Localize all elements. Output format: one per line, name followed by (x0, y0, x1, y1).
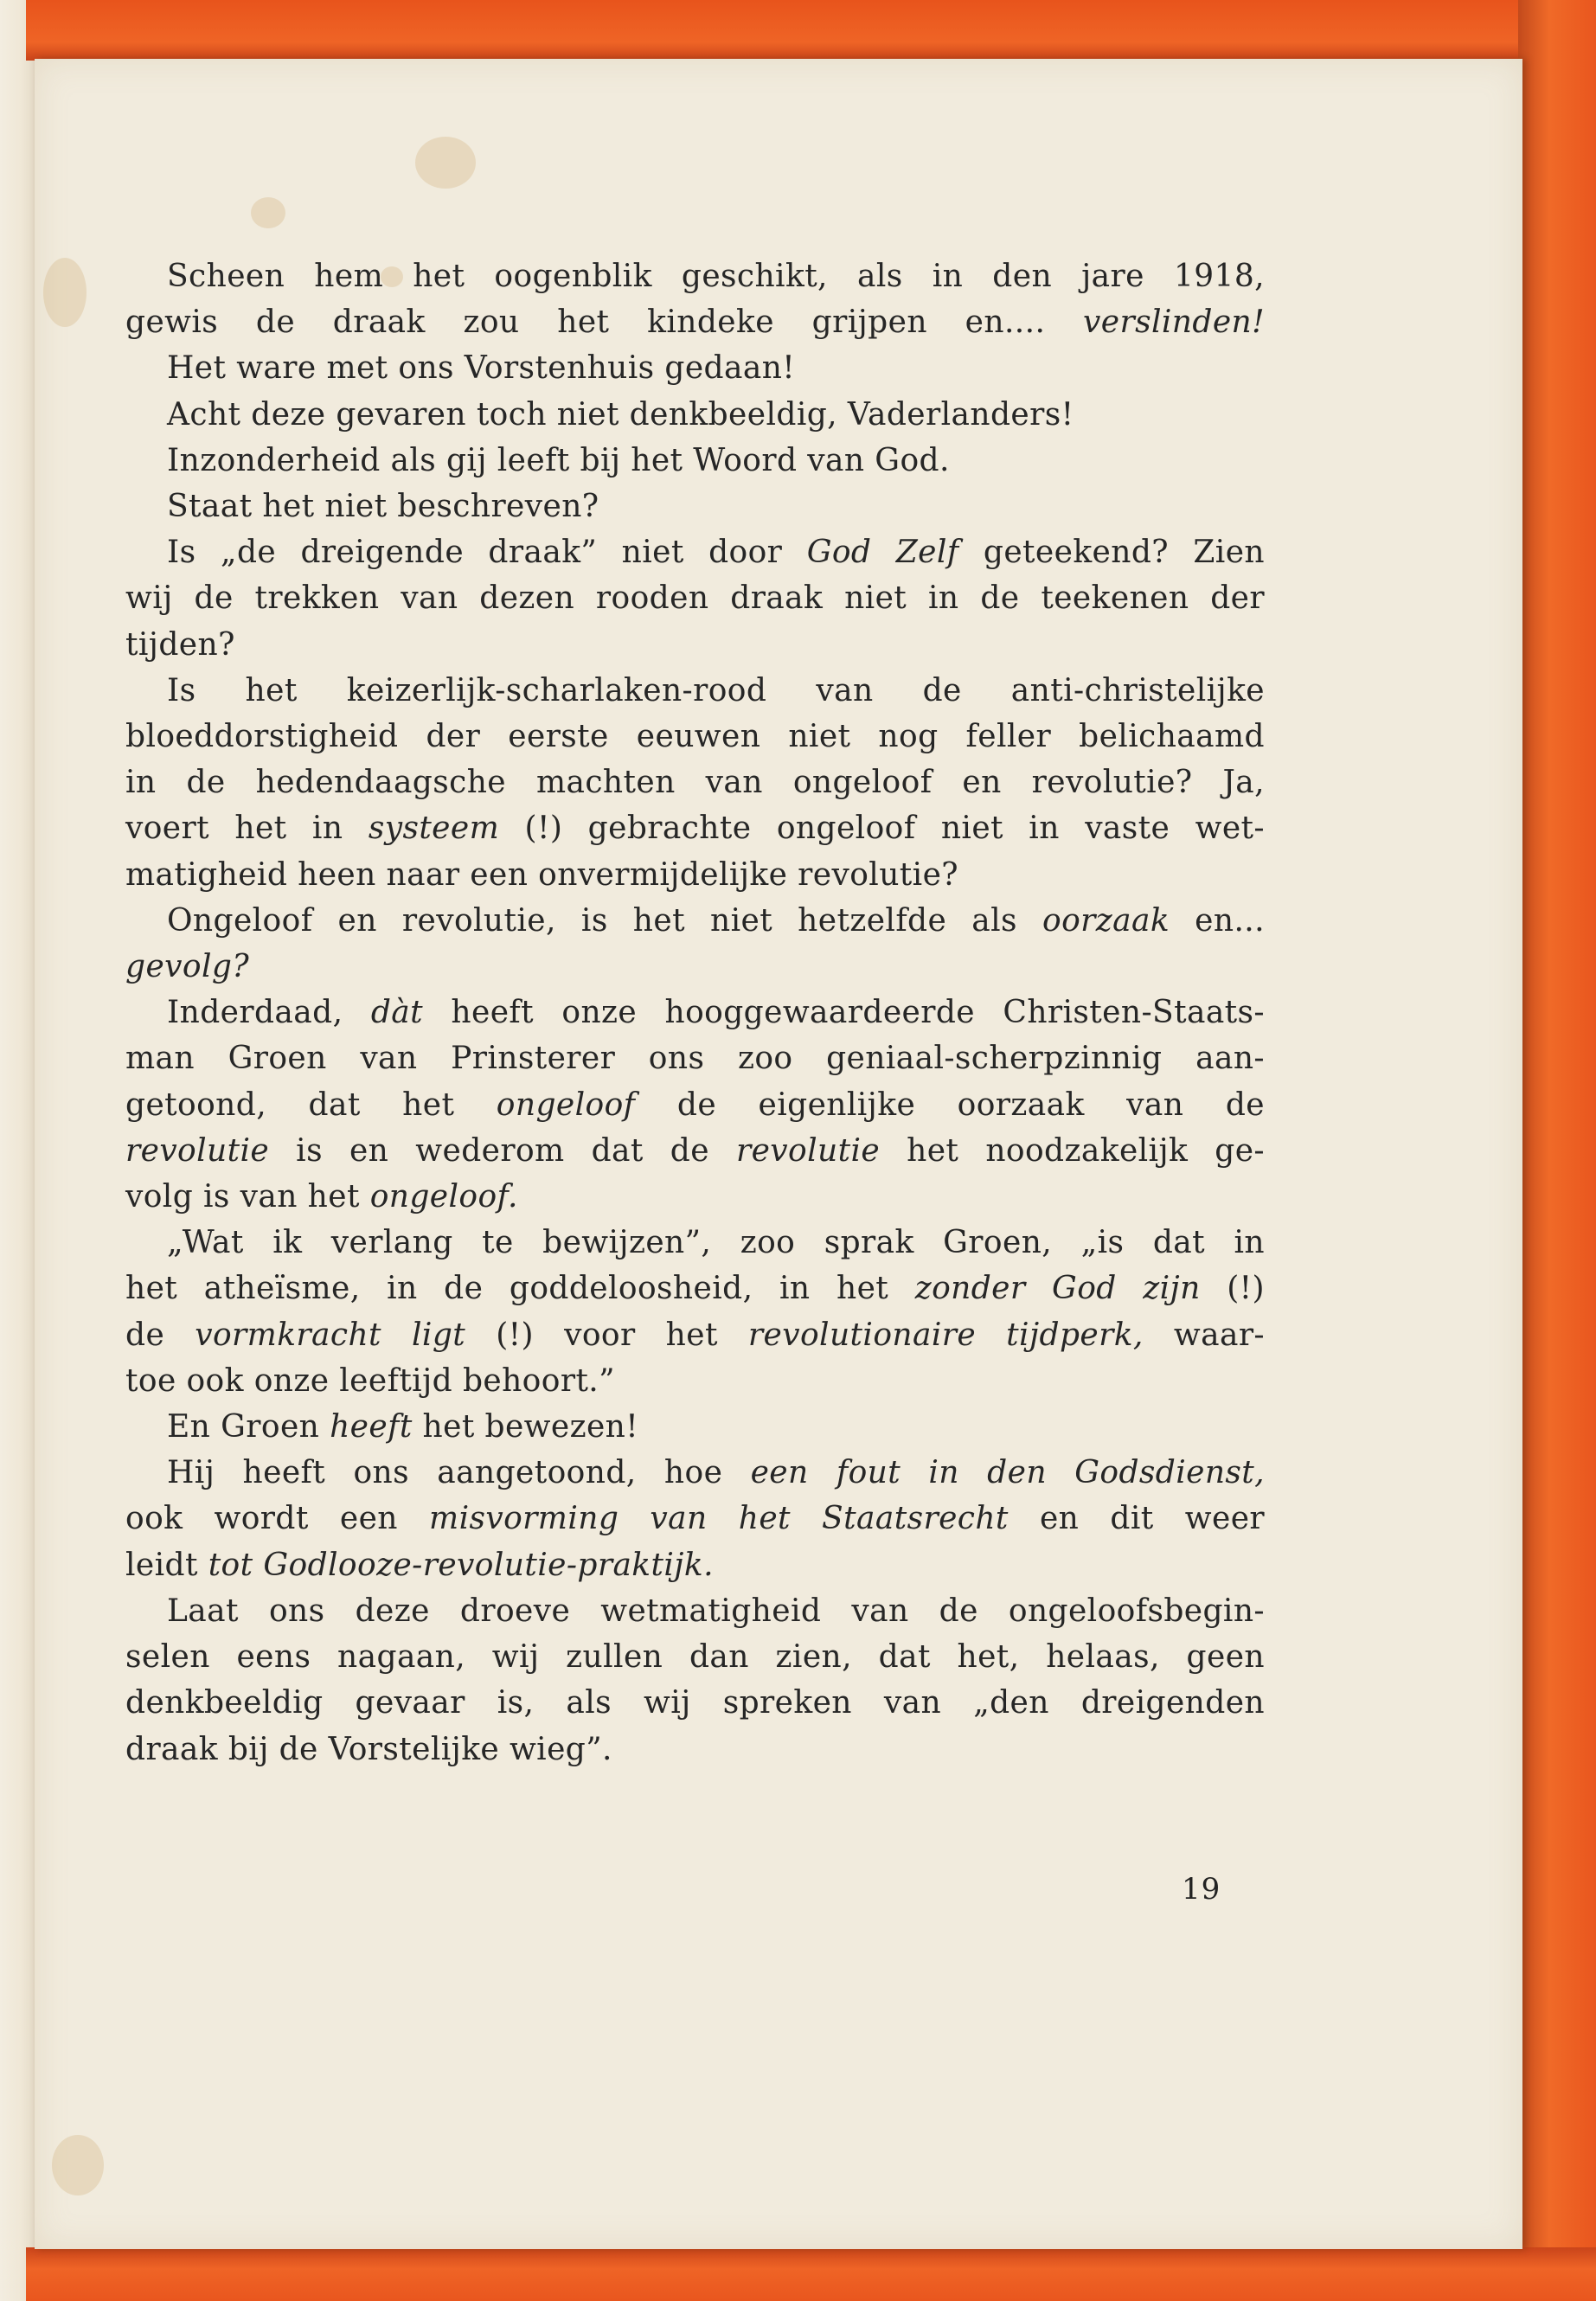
text-line (125, 484, 1265, 529)
italic-run: verslinden! (1083, 304, 1265, 341)
text-run: ook wordt een (125, 1501, 430, 1537)
text-run: voert het in (125, 811, 369, 847)
text-run: Inderdaad, (167, 995, 371, 1031)
text-run: het noodzakelijk ge- (880, 1132, 1265, 1169)
text-run: heeft onze hooggewaardeerde Christen-Staats- (423, 995, 1265, 1031)
text-run: geteekend? Zien (958, 535, 1265, 571)
text-line (125, 1542, 1265, 1588)
text-run: bloeddorstigheid der eerste eeuwen niet nog feller belichaamd (125, 719, 1265, 755)
text-line (125, 760, 1265, 805)
text-run: de (125, 1317, 195, 1353)
text-line (125, 668, 1265, 714)
text-run: en dit weer (1008, 1501, 1266, 1537)
text-line (125, 1450, 1265, 1496)
italic-run: tot Godlooze-revolutie-praktijk. (208, 1547, 714, 1583)
text-run: het bewezen! (412, 1409, 639, 1445)
text-line (125, 1220, 1265, 1266)
text-line (125, 1358, 1265, 1404)
text-line (125, 253, 1265, 299)
text-run: Het ware met ons Vorstenhuis gedaan! (167, 350, 796, 387)
text-line (125, 622, 1265, 668)
text-run: Is „de dreigende draak” niet door (167, 535, 807, 571)
italic-run: God Zelf (806, 535, 959, 571)
text-run: (!) voor het (465, 1317, 748, 1353)
text-run: draak bij de Vorstelijke wieg”. (125, 1731, 612, 1767)
italic-run: dàt (370, 995, 424, 1031)
text-run: Ongeloof en revolutie, is het niet hetzelfde als (167, 902, 1043, 939)
text-line (125, 1588, 1265, 1634)
paper-stain (251, 197, 285, 228)
italic-run: revolutie (125, 1132, 270, 1169)
cover-edge-bottom (26, 2247, 1596, 2301)
italic-run: ongeloof. (369, 1179, 518, 1215)
text-run: in de hedendaagsche machten van ongeloof en revolutie? Ja, (125, 765, 1265, 801)
text-line (125, 575, 1265, 621)
text-run: Hij heeft ons aangetoond, hoe (167, 1455, 751, 1491)
italic-run: heeft (330, 1409, 413, 1445)
text-run: man Groen van Prinsterer ons zoo geniaal-scherpzinnig aan- (125, 1041, 1265, 1077)
text-line (125, 438, 1265, 484)
text-line (125, 529, 1265, 575)
italic-run: gevolg? (125, 949, 250, 985)
italic-run: revolutie (735, 1132, 881, 1169)
text-line (125, 1266, 1265, 1311)
cover-edge-right (1518, 0, 1596, 2301)
text-line (125, 1312, 1265, 1358)
cover-edge-top (26, 0, 1596, 61)
paper-stain (52, 2135, 104, 2195)
text-run: Is het keizerlijk-scharlaken-rood van de anti-christelijke (167, 672, 1265, 708)
text-line (125, 1035, 1265, 1081)
text-line (125, 1404, 1265, 1450)
text-run: leidt (125, 1547, 208, 1583)
text-run: „Wat ik verlang te bewijzen”, zoo sprak Groen, „is dat in (167, 1225, 1265, 1261)
text-run: volg is van het (125, 1179, 370, 1215)
text-run: wij de trekken van dezen rooden draak niet in de teekenen der (125, 580, 1265, 617)
text-run: en... (1170, 902, 1265, 939)
text-run: (!) gebrachte ongeloof niet in vaste wet- (499, 811, 1265, 847)
italic-run: zonder God zijn (914, 1271, 1201, 1307)
text-run: gewis de draak zou het kindeke grijpen en.... (125, 304, 1084, 341)
text-run: het atheïsme, in de goddeloosheid, in het (125, 1271, 915, 1307)
text-run: selen eens nagaan, wij zullen dan zien, dat het, helaas, geen (125, 1639, 1265, 1676)
text-line (125, 805, 1265, 851)
text-line (125, 1128, 1265, 1174)
italic-run: een fout in den Godsdienst, (750, 1455, 1265, 1491)
text-run: de eigenlijke oorzaak van de (635, 1086, 1265, 1123)
text-run: Staat het niet beschreven? (167, 489, 599, 525)
italic-run: revolutionaire tijdperk, (747, 1317, 1144, 1353)
text-run: waar- (1143, 1317, 1265, 1353)
italic-run: misvorming van het Staatsrecht (429, 1501, 1009, 1537)
page-number: 19 (1182, 1872, 1221, 1907)
text-line (125, 852, 1265, 898)
text-line (125, 1680, 1265, 1726)
italic-run: vormkracht ligt (195, 1317, 466, 1353)
text-line (125, 898, 1265, 944)
text-line (125, 1727, 1265, 1772)
text-line (125, 392, 1265, 438)
text-run: denkbeeldig gevaar is, als wij spreken van „den dreigenden (125, 1685, 1265, 1721)
text-run: Laat ons deze droeve wetmatigheid van de ongeloofsbegin- (167, 1593, 1265, 1629)
text-run: toe ook onze leeftijd behoort.” (125, 1362, 615, 1399)
text-run: Acht deze gevaren toch niet denkbeeldig, Vaderlanders! (167, 396, 1074, 433)
italic-run: oorzaak (1042, 902, 1170, 939)
text-run: is en wederom dat de (269, 1132, 736, 1169)
text-line (125, 944, 1265, 990)
text-run: Scheen hem het oogenblik geschikt, als in den jare 1918, (167, 259, 1265, 294)
text-run: tijden? (125, 626, 235, 663)
text-run: Inzonderheid als gij leeft bij het Woord van God. (167, 442, 950, 478)
text-line (125, 1634, 1265, 1680)
paper-stain (415, 137, 476, 189)
text-line (125, 714, 1265, 760)
paper-stain (43, 258, 87, 327)
text-line (125, 345, 1265, 391)
text-line (125, 990, 1265, 1035)
text-line (125, 1496, 1265, 1541)
book-spine-edge (0, 0, 36, 2301)
text-line (125, 299, 1265, 345)
italic-run: systeem (368, 811, 500, 847)
body-text (125, 253, 1265, 1772)
text-run: getoond, dat het (125, 1086, 497, 1123)
italic-run: ongeloof (496, 1086, 636, 1123)
text-run: matigheid heen naar een onvermijdelijke revolutie? (125, 856, 958, 893)
text-run: En Groen (167, 1409, 330, 1445)
text-line (125, 1174, 1265, 1220)
text-line (125, 1082, 1265, 1128)
text-run: (!) (1200, 1271, 1265, 1307)
